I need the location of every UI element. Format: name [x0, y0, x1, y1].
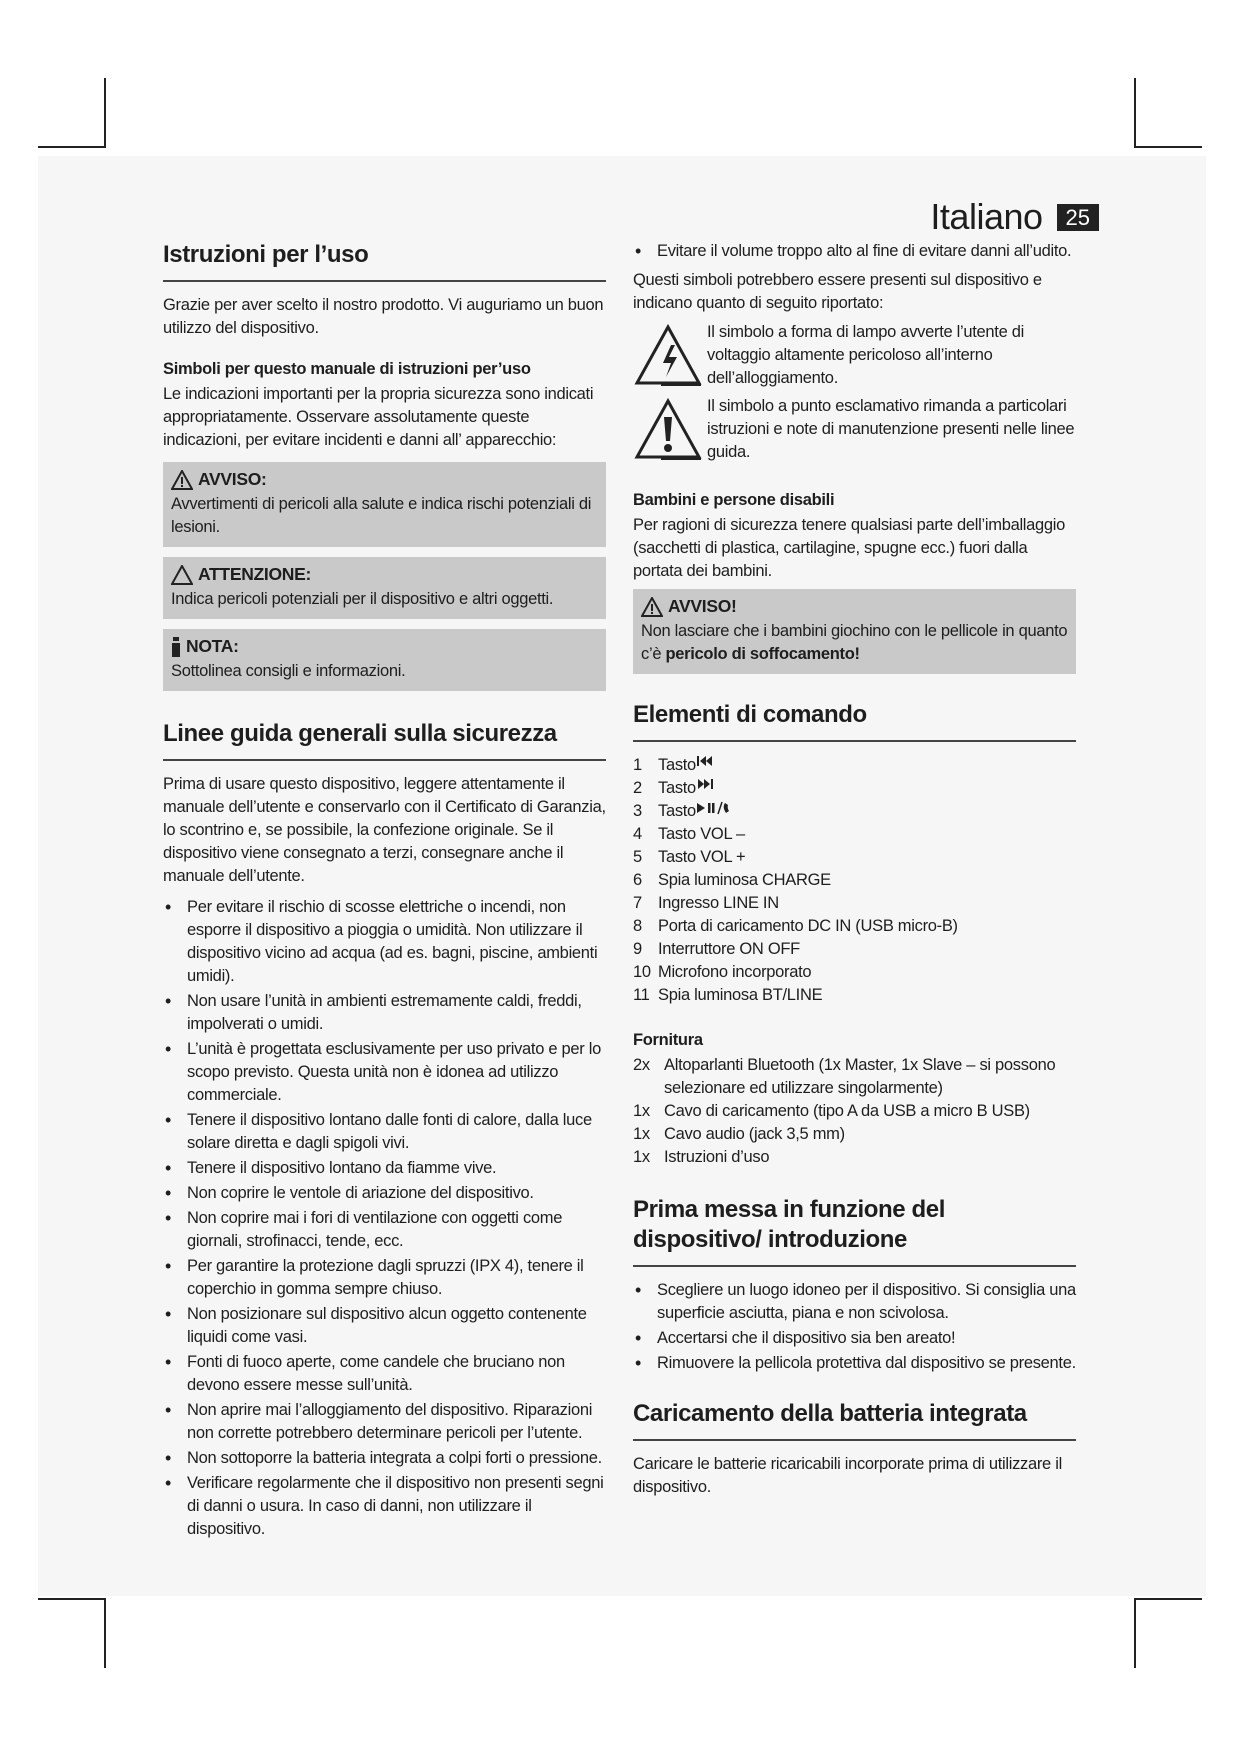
list-item: 1x Cavo audio (jack 3,5 mm) — [633, 1125, 845, 1143]
lightning-symbol-text: Il simbolo a forma di lampo avverte l’utente di voltaggio altamente pericoloso all’interno dell’alloggiamento. — [707, 323, 1024, 387]
list-item: 7 Ingresso LINE IN — [633, 894, 779, 912]
attenzione-box — [163, 557, 606, 619]
list-item: • Non usare l’unità in ambienti estremamente caldi, freddi, impolverati o umidi. — [163, 990, 606, 1036]
page-header — [930, 194, 1099, 240]
crop-mark — [1134, 78, 1136, 148]
section-title-istruzioni: Istruzioni per l’uso — [163, 240, 606, 282]
section-title-sicurezza: Linee guida generali sulla sicurezza — [163, 719, 606, 761]
attenzione-title: ATTENZIONE: — [198, 564, 312, 584]
list-item: • Non coprire le ventole di ariazione del dispositivo. — [163, 1182, 606, 1205]
kids-text: Per ragioni di sicurezza tenere qualsiasi parte dell’imballaggio (sacchetti di plastica, cartilagine, spugne ecc.) fuori dalla portata dei bambini. — [633, 516, 1066, 580]
warning-triangle-icon — [641, 597, 663, 617]
choking-danger: pericolo di soffocamento! — [665, 645, 860, 663]
crop-mark — [104, 78, 106, 148]
controls-list — [633, 754, 1076, 1007]
fornitura-heading: Fornitura — [633, 1031, 703, 1049]
list-item: 6 Spia luminosa CHARGE — [633, 871, 831, 889]
list-item: 11 Spia luminosa BT/LINE — [633, 986, 823, 1004]
caricamento-text: Caricare le batterie ricaricabili incorporate prima di utilizzare il dispositivo. — [633, 1455, 1062, 1496]
page-number: 25 — [1057, 204, 1099, 231]
list-item: 4 Tasto VOL – — [633, 825, 745, 843]
crop-mark — [38, 146, 106, 148]
exclamation-symbol-text: Il simbolo a punto esclamativo rimanda a particolari istruzioni e note di manutenzione presenti nelle linee guida. — [707, 397, 1075, 461]
page-content — [143, 0, 1099, 1754]
attenzione-text: Indica pericoli potenziali per il dispositivo e altri oggetti. — [171, 590, 554, 608]
avviso-text: Avvertimenti di pericoli alla salute e indica rischi potenziali di lesioni. — [171, 495, 592, 536]
kids-heading: Bambini e persone disabili — [633, 491, 835, 509]
list-item: • Per evitare il rischio di scosse elettriche o incendi, non esporre il dispositivo a pioggia o umidità. Non utilizzare il dispositivo vicino ad acqua (ad es. bagni, piscine, ambienti umidi). — [163, 896, 606, 988]
next-track-icon — [696, 777, 714, 791]
warning-triangle-icon — [171, 470, 193, 490]
play-pause-call-icon — [696, 800, 732, 816]
list-item: 1 Tasto — [633, 754, 1076, 777]
volume-bullet-list — [633, 240, 1076, 263]
caution-triangle-icon — [171, 565, 193, 585]
info-icon — [171, 637, 181, 657]
section-title-comando: Elementi di comando — [633, 700, 1076, 742]
avviso-kids-box — [633, 589, 1076, 674]
list-item: 3 Tasto — [633, 800, 1076, 823]
crop-mark — [1134, 146, 1202, 148]
prima-list — [633, 1279, 1076, 1375]
list-item: • Tenere il dispositivo lontano da fiamme vive. — [163, 1157, 606, 1180]
crop-mark — [38, 1598, 106, 1600]
list-item: 1x Istruzioni d’uso — [633, 1148, 770, 1166]
language-title: Italiano — [930, 196, 1043, 237]
section-title-caricamento: Caricamento della batteria integrata — [633, 1399, 1076, 1441]
list-item: • Evitare il volume troppo alto al fine di evitare danni all’udito. — [633, 240, 1076, 263]
fornitura-list — [633, 1054, 1076, 1169]
nota-text: Sottolinea consigli e informazioni. — [171, 662, 406, 680]
list-item: 8 Porta di caricamento DC IN (USB micro-B) — [633, 917, 958, 935]
list-item: 10 Microfono incorporato — [633, 963, 812, 981]
list-item: 2 Tasto — [633, 777, 1076, 800]
symbols-body: Le indicazioni importanti per la propria sicurezza sono indicati appropriatamente. Osservare assolutamente queste indicazioni, per evitare incidenti e danni all’ apparecchio: — [163, 385, 594, 449]
list-item: • Non coprire mai i fori di ventilazione con oggetti come giornali, strofinacci, tende, ecc. — [163, 1207, 606, 1253]
list-item: 1x Cavo di caricamento (tipo A da USB a micro B USB) — [633, 1102, 1030, 1120]
list-item: • Per garantire la protezione dagli spruzzi (IPX 4), tenere il coperchio in gomma sempre chiuso. — [163, 1255, 606, 1301]
nota-title: NOTA: — [186, 636, 239, 656]
exclamation-symbol-row — [633, 395, 1076, 465]
list-item: • Non sottoporre la batteria integrata a colpi forti o pressione. — [163, 1447, 606, 1470]
safety-intro: Prima di usare questo dispositivo, leggere attentamente il manuale dell’utente e conservarlo con il Certificato di Garanzia, lo scontrino e, se possibile, la confezione originale. Se il dispositivo viene consegnato a terzi, consegnare anche il manuale dell’utente. — [163, 775, 606, 885]
left-column — [163, 240, 606, 1547]
list-item: 5 Tasto VOL + — [633, 848, 746, 866]
crop-mark — [104, 1598, 106, 1668]
avviso-kids-text: Non lasciare che i bambini giochino con le pellicole in quanto c’è pericolo di soffocamento! — [641, 622, 1068, 663]
list-item: • Non posizionare sul dispositivo alcun oggetto contenente liquidi come vasi. — [163, 1303, 606, 1349]
right-column — [633, 240, 1076, 1505]
safety-list — [163, 896, 606, 1541]
list-item: 9 Interruttore ON OFF — [633, 940, 800, 958]
previous-track-icon — [696, 754, 714, 768]
lightning-warning-icon — [633, 321, 703, 391]
list-item: • Accertarsi che il dispositivo sia ben areato! — [633, 1327, 1076, 1350]
symbols-subheading: Simboli per questo manuale di istruzioni per’uso — [163, 360, 531, 378]
list-item: • L’unità è progettata esclusivamente per uso privato e per lo scopo previsto. Questa unità non è idonea ad utilizzo commerciale. — [163, 1038, 606, 1107]
intro-text: Grazie per aver scelto il nostro prodotto. Vi auguriamo un buon utilizzo del dispositivo. — [163, 296, 604, 337]
list-item: • Fonti di fuoco aperte, come candele che bruciano non devono essere messe sull’unità. — [163, 1351, 606, 1397]
list-item: • Scegliere un luogo idoneo per il dispositivo. Si consiglia una superficie asciutta, piana e non scivolosa. — [633, 1279, 1076, 1325]
crop-mark — [1134, 1598, 1202, 1600]
avviso-title: AVVISO: — [198, 469, 267, 489]
section-title-prima-messa: Prima messa in funzione del dispositivo/ introduzione — [633, 1195, 1076, 1267]
nota-box — [163, 629, 606, 691]
list-item: 2x Altoparlanti Bluetooth (1x Master, 1x Slave – si possono selezionare ed utilizzare singolarmente) — [633, 1056, 1056, 1097]
exclamation-warning-icon — [633, 395, 703, 465]
crop-mark — [1134, 1598, 1136, 1668]
avviso-box — [163, 462, 606, 547]
avviso-kids-title: AVVISO! — [668, 596, 737, 616]
list-item: • Tenere il dispositivo lontano dalle fonti di calore, dalla luce solare diretta e dagli spigoli vivi. — [163, 1109, 606, 1155]
list-item: • Non aprire mai l’alloggiamento del dispositivo. Riparazioni non corrette potrebbero determinare pericoli per l’utente. — [163, 1399, 606, 1445]
list-item: • Verificare regolarmente che il dispositivo non presenti segni di danni o usura. In caso di danni, non utilizzare il dispositivo. — [163, 1472, 606, 1541]
list-item: • Rimuovere la pellicola protettiva dal dispositivo se presente. — [633, 1352, 1076, 1375]
lightning-symbol-row — [633, 321, 1076, 391]
symbols-intro: Questi simboli potrebbero essere presenti sul dispositivo e indicano quanto di seguito riportato: — [633, 271, 1042, 312]
